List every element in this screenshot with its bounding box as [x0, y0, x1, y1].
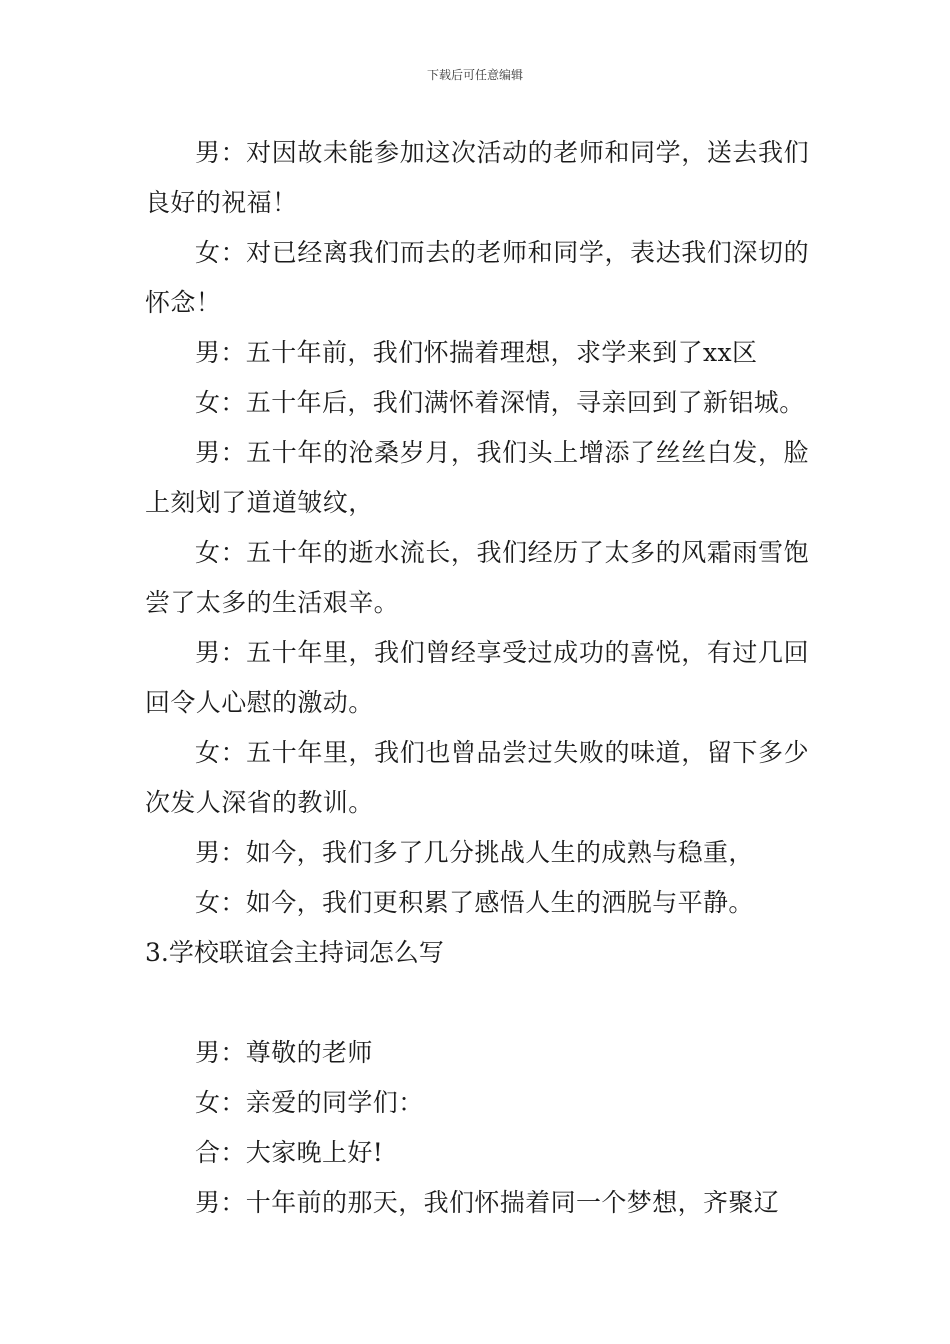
paragraph: 男：五十年里，我们曾经享受过成功的喜悦，有过几回回令人心慰的激动。 — [145, 638, 809, 717]
paragraph: 男：尊敬的老师 — [195, 1038, 373, 1067]
paragraph: 合：大家晚上好! — [195, 1138, 384, 1167]
paragraph: 女：五十年里，我们也曾品尝过失败的味道，留下多少次发人深省的教训。 — [145, 738, 809, 817]
paragraph: 男：五十年前，我们怀揣着理想，求学来到了xx区 — [195, 338, 758, 367]
page-header: 下载后可任意编辑 — [426, 68, 523, 82]
paragraph: 女：如今，我们更积累了感悟人生的洒脱与平静。 — [195, 888, 754, 917]
section-heading: 3.学校联谊会主持词怎么写 — [145, 938, 444, 967]
blank-line — [145, 978, 809, 1028]
paragraph: 男：如今，我们多了几分挑战人生的成熟与稳重， — [195, 838, 754, 867]
paragraph: 女：五十年后，我们满怀着深情，寻亲回到了新铝城。 — [195, 388, 805, 417]
paragraph: 女：亲爱的同学们： — [195, 1088, 424, 1117]
paragraph: 女：五十年的逝水流长，我们经历了太多的风霜雨雪饱尝了太多的生活艰辛。 — [145, 538, 809, 617]
paragraph: 男：对因故未能参加这次活动的老师和同学，送去我们良好的祝福！ — [145, 138, 809, 217]
paragraph: 男：五十年的沧桑岁月，我们头上增添了丝丝白发，脸上刻划了道道皱纹， — [145, 438, 809, 517]
paragraph: 女：对已经离我们而去的老师和同学，表达我们深切的怀念！ — [145, 238, 809, 317]
document-body — [145, 128, 809, 1228]
paragraph: 男：十年前的那天，我们怀揣着同一个梦想，齐聚辽 — [195, 1188, 780, 1217]
